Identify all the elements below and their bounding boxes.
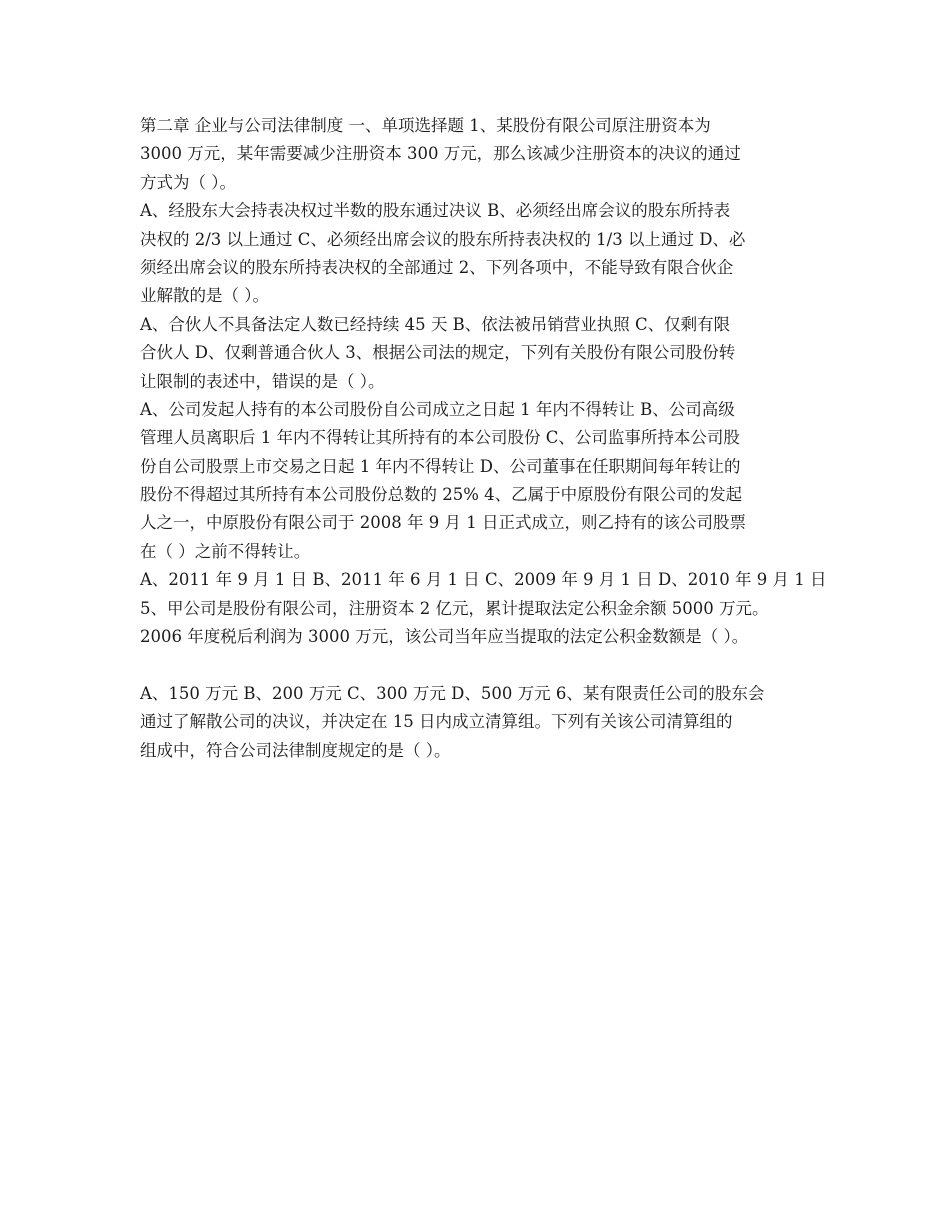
paragraph-spacer (140, 651, 820, 679)
text-line: 人之一，中原股份有限公司于 2008 年 9 月 1 日正式成立，则乙持有的该公司股票 (140, 513, 746, 533)
paragraph-options-4 (140, 566, 827, 651)
text-line: 组成中，符合公司法律制度规定的是（ ）。 (140, 740, 451, 760)
text-line: A、150 万元 B、200 万元 C、300 万元 D、500 万元 6、某有限责任公司的股东会 (140, 683, 765, 703)
text-line: 第二章 企业与公司法律制度 一、单项选择题 1、某股份有限公司原注册资本为 (140, 116, 711, 135)
text-line: 合伙人 D、仅剩普通合伙人 3、根据公司法的规定，下列有关股份有限公司股份转 (140, 343, 736, 363)
text-line: A、合伙人不具备法定人数已经持续 45 天 B、依法被吊销营业执照 C、仅剩有限 (140, 314, 731, 334)
text-line: 须经出席会议的股东所持表决权的全部通过 2、下列各项中，不能导致有限合伙企 (140, 257, 734, 277)
text-line: 业解散的是（ ）。 (140, 286, 269, 306)
document-body (140, 112, 827, 765)
text-line: 管理人员离职后 1 年内不得转让其所持有的本公司股份 C、公司监事所持本公司股 (140, 428, 740, 448)
text-line: 方式为（ ）。 (140, 172, 236, 192)
text-line: A、经股东大会持表决权过半数的股东通过决议 B、必须经出席会议的股东所持表 (140, 201, 731, 221)
text-line: 在（ ）之前不得转让。 (140, 541, 311, 561)
paragraph-options-2 (140, 311, 820, 396)
text-line: 股份不得超过其所持有本公司股份总数的 25% 4、乙属于中原股份有限公司的发起 (140, 485, 743, 505)
text-line: A、公司发起人持有的本公司股份自公司成立之日起 1 年内不得转让 B、公司高级 (140, 399, 735, 419)
paragraph-question-1 (140, 112, 820, 197)
text-line: 份自公司股票上市交易之日起 1 年内不得转让 D、公司董事在任职期间每年转让的 (140, 456, 741, 476)
text-line: A、2011 年 9 月 1 日 B、2011 年 6 月 1 日 C、2009 年 9 月 1 日 D、2010 年 9 月 1 日 (140, 570, 827, 590)
text-line: 让限制的表述中，错误的是（ ）。 (140, 371, 385, 391)
text-line: 5、甲公司是股份有限公司，注册资本 2 亿元，累计提取法定公积金余额 5000 万元。 (140, 598, 769, 618)
paragraph-options-3 (140, 396, 820, 566)
text-line: 3000 万元，某年需要减少注册资本 300 万元，那么该减少注册资本的决议的通过 (140, 144, 741, 164)
text-line: 通过了解散公司的决议，并决定在 15 日内成立清算组。下列有关该公司清算组的 (140, 712, 733, 732)
text-line: 决权的 2/3 以上通过 C、必须经出席会议的股东所持表决权的 1/3 以上通过 D、必 (140, 229, 746, 249)
text-line: 2006 年度税后利润为 3000 万元，该公司当年应当提取的法定公积金数额是（ ）。 (140, 627, 749, 647)
paragraph-options-1 (140, 197, 820, 311)
paragraph-options-5 (140, 680, 820, 765)
